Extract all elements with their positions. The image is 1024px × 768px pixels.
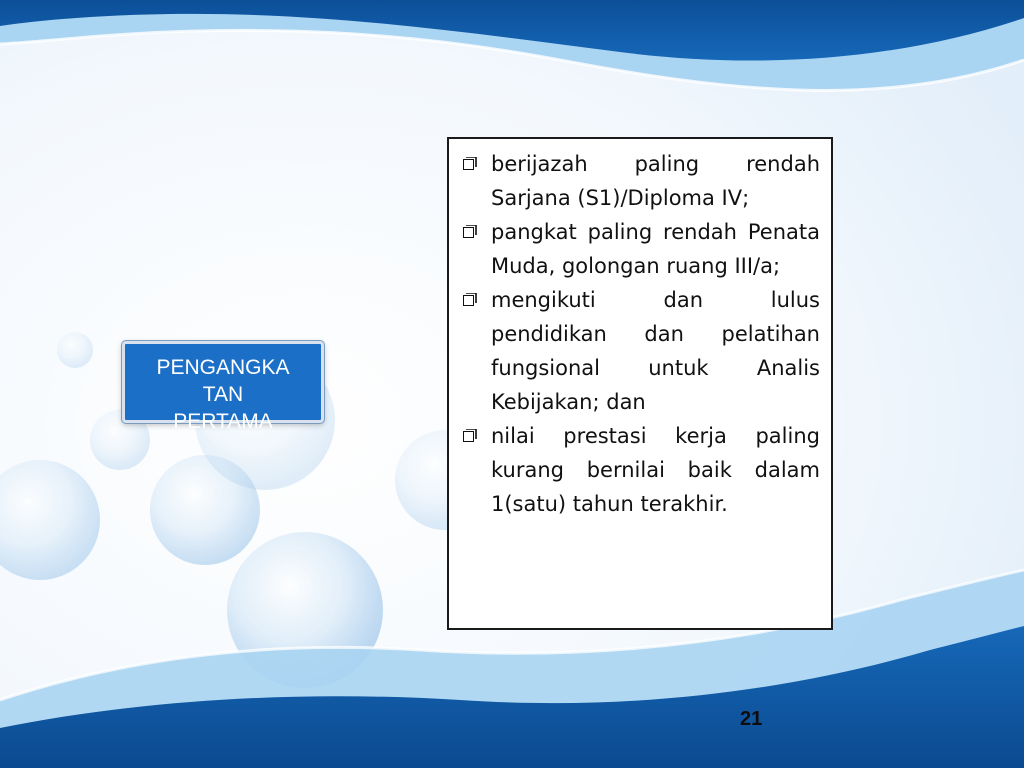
list-item-text: nilai prestasi kerja paling kurang bernilai baik dalam 1(satu) tahun terakhir. bbox=[491, 424, 820, 516]
list-item bbox=[461, 419, 820, 521]
checkbox-bullet-icon bbox=[463, 429, 477, 443]
list-item bbox=[461, 283, 820, 419]
checkbox-bullet-icon bbox=[463, 293, 477, 307]
list-item-text: pangkat paling rendah Penata Muda, golongan ruang III/a; bbox=[491, 220, 820, 278]
list-item-text: berijazah paling rendah Sarjana (S1)/Diploma IV; bbox=[491, 152, 820, 210]
title-line-3: PERTAMA bbox=[173, 410, 273, 433]
list-item-text: mengikuti dan lulus pendidikan dan pelatihan fungsional untuk Analis Kebijakan; dan bbox=[491, 288, 820, 414]
title-line-1: PENGANGKA bbox=[156, 356, 290, 379]
checkbox-bullet-icon bbox=[463, 157, 477, 171]
sphere-tiny bbox=[57, 332, 93, 368]
page-number: 21 bbox=[740, 708, 763, 730]
requirements-box bbox=[447, 137, 833, 630]
title-line-2: TAN bbox=[202, 383, 244, 406]
checkbox-bullet-icon bbox=[463, 225, 477, 239]
requirements-list bbox=[461, 147, 820, 521]
slide-title-box bbox=[122, 341, 324, 433]
list-item bbox=[461, 147, 820, 215]
list-item bbox=[461, 215, 820, 283]
